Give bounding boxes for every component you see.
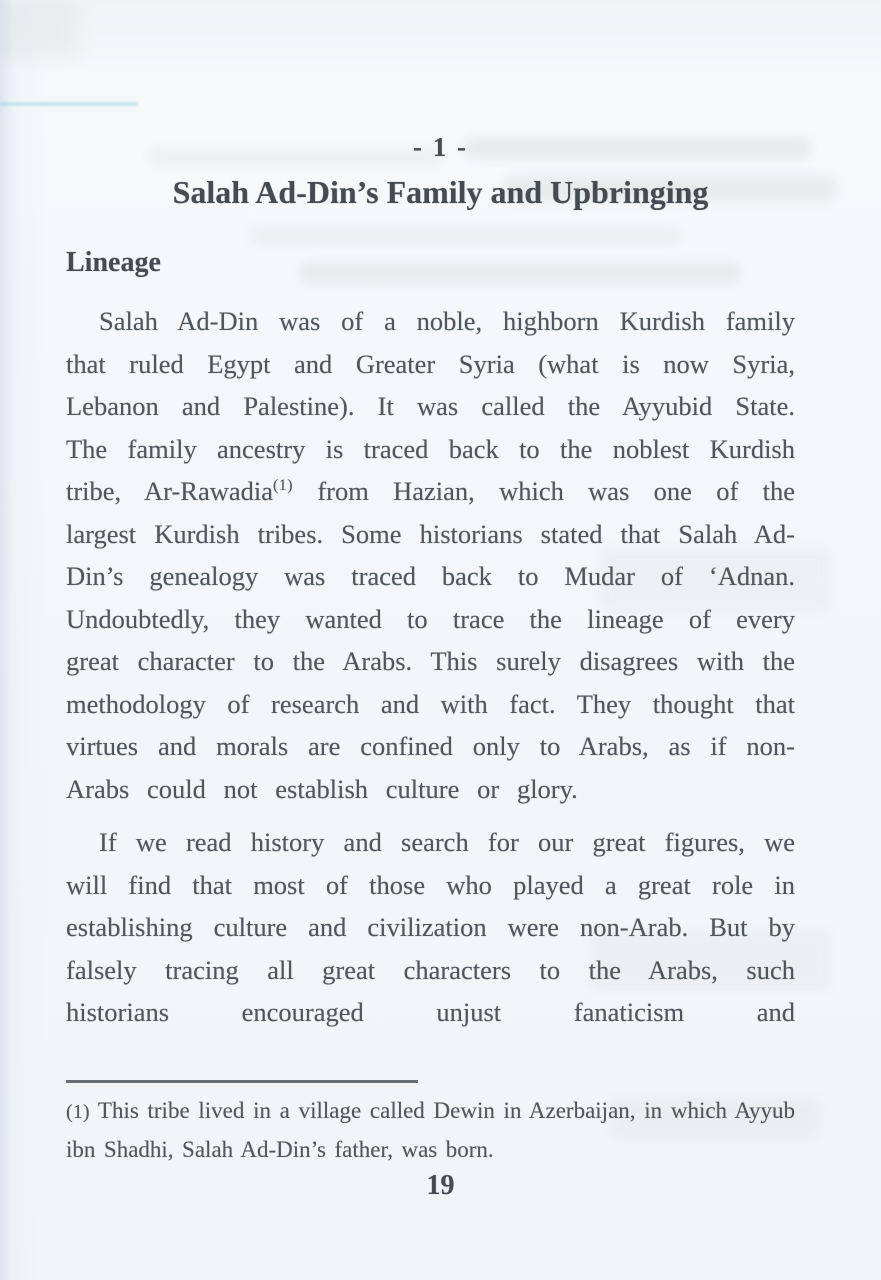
paragraph-text: Salah Ad-Din was of a noble, highborn Kurdish family that ruled Egypt and Greater Syria (what is now Syria, Lebanon and Palestine). It was called the Ayyubid State. The family ancestry is traced back to the noblest Kurdish tribe, Ar-Rawadia <box>66 306 795 506</box>
scanner-streak-line <box>0 102 138 106</box>
footnote-area <box>66 1080 795 1169</box>
footnote <box>66 1092 795 1169</box>
chapter-title: Salah Ad-Din’s Family and Upbringing <box>172 174 709 210</box>
paragraph-lineage <box>66 300 795 810</box>
bleedthrough-smudge <box>250 228 680 244</box>
body-text <box>66 300 795 1034</box>
paragraph-history: If we read history and search for our great figures, we will find that most of those who played a great role in establishing culture and civilization were non-Arab. But by falsely tracing all great characters to the Arabs, such historians encouraged unjust fanaticism and <box>66 827 795 1027</box>
footnote-reference: (1) <box>273 477 294 495</box>
chapter-number: - 1 - <box>413 132 468 162</box>
footnote-divider <box>66 1080 418 1083</box>
paragraph-text: from Hazian, which was one of the largest Kurdish tribes. Some historians stated that Salah Ad-Din’s genealogy was traced back to Mudar of ‘Adnan. Undoubtedly, they wanted to trace the lineage of every great character to the Arabs. This surely disagrees with the methodology of research and with fact. They thought that virtues and morals are confined only to Arabs, as if non-Arabs could not establish culture or glory. <box>66 476 795 804</box>
footnote-marker: (1) <box>66 1101 90 1123</box>
scan-corner-smudge <box>0 0 80 60</box>
footnote-text: This tribe lived in a village called Dewin in Azerbaijan, in which Ayyub ibn Shadhi, Salah Ad-Din’s father, was born. <box>66 1098 795 1162</box>
bleedthrough-smudge <box>300 262 740 284</box>
section-heading: Lineage <box>66 247 161 278</box>
page-number: 19 <box>426 1170 455 1201</box>
